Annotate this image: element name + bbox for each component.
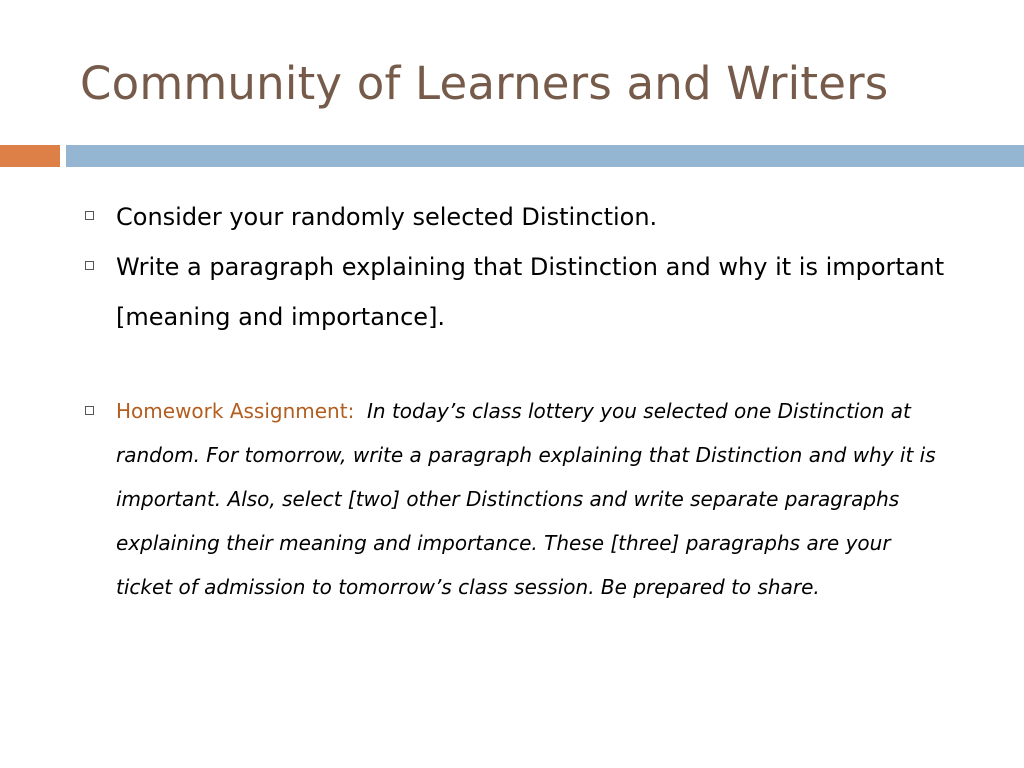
homework-label: Homework Assignment: [116, 399, 355, 423]
bullet-item [80, 242, 980, 342]
checkbox-bullet-icon [85, 406, 94, 415]
accent-bar [0, 145, 60, 167]
checkbox-bullet-icon [85, 261, 94, 270]
homework-item [80, 389, 980, 609]
bullet-text: Write a paragraph explaining that Distinction and why it is important [meaning and importance]. [116, 253, 945, 331]
bullet-list [80, 192, 980, 609]
title-divider-bar [66, 145, 1024, 167]
slide-title: Community of Learners and Writers [80, 57, 889, 110]
bullet-item [80, 192, 980, 242]
checkbox-bullet-icon [85, 211, 94, 220]
bullet-text: Consider your randomly selected Distinction. [116, 203, 658, 231]
homework-text: In today’s class lottery you selected one Distinction at random. For tomorrow, write a paragraph explaining that Distinction and why it is important. Also, select [two] other Distinctions and write separate paragraphs explaining their meaning and importance. These [three] paragraphs are your ticket of admission to tomorrow’s class session. Be prepared to share. [116, 399, 936, 599]
